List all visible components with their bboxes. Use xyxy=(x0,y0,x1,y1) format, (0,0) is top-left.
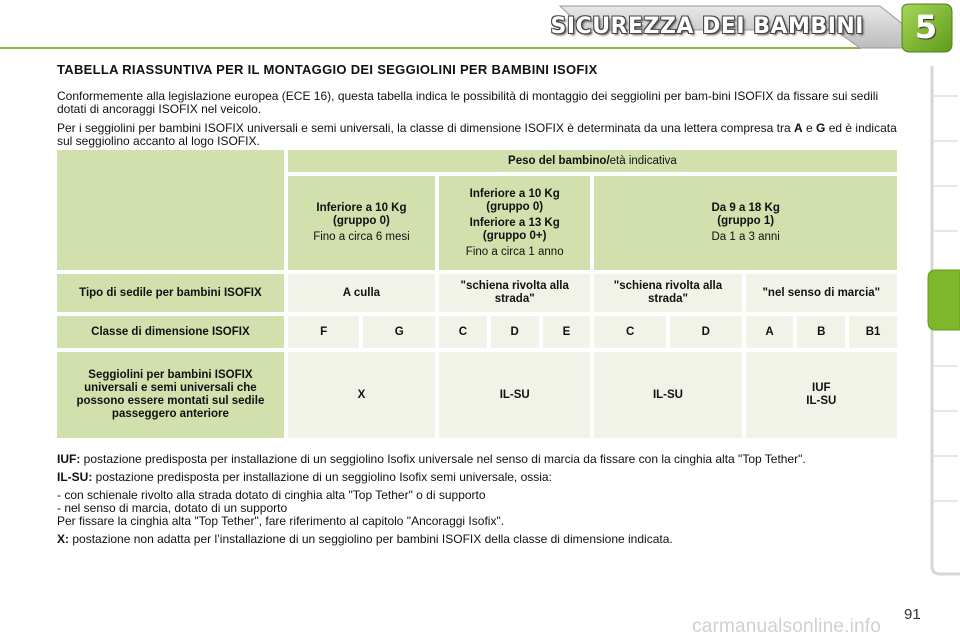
size-class-cell: B xyxy=(797,316,845,348)
size-class-cell: D xyxy=(670,316,742,348)
weight-header: Peso del bambino/età indicativa xyxy=(288,150,897,172)
note-iuf: IUF: postazione predisposta per installazione di un seggiolino Isofix universale nel senso di marcia da fissare con la cinghia alta "Top Tether". xyxy=(57,452,806,466)
seat-row-value: IL-SU xyxy=(594,352,741,438)
size-class-cell: A xyxy=(746,316,794,348)
seat-row-value: X xyxy=(288,352,435,438)
seat-type-label: Tipo di sedile per bambini ISOFIX xyxy=(57,274,284,312)
section-title: TABELLA RIASSUNTIVA PER IL MONTAGGIO DEI SEGGIOLINI PER BAMBINI ISOFIX xyxy=(57,62,598,77)
size-class-cell: E xyxy=(543,316,591,348)
size-class-cell: C xyxy=(594,316,666,348)
group-0-header: Inferiore a 10 Kg (gruppo 0) Fino a circa 6 mesi xyxy=(288,176,435,270)
intro-paragraph-2: Per i seggiolini per bambini ISOFIX universali e semi universali, la classe di dimensione ISOFIX è determinata da una lettera compresa tra A e G ed è indicata sul seggiolino accanto al logo ISOFIX. xyxy=(57,121,897,148)
intro-paragraph-1: Conformemente alla legislazione europea (ECE 16), questa tabella indica le possibilità di montaggio dei seggiolini per bam-bini ISOFIX da fissare sui sedili dotati di ancoraggi ISOFIX nel veicolo. xyxy=(57,89,879,116)
watermark: carmanualsonline.info xyxy=(692,616,882,637)
isofix-summary-table xyxy=(53,146,901,442)
note-dash-1: - con schienale rivolto alla strada dotato di cinghia alta "Top Tether" o di supporto xyxy=(57,488,486,502)
note-tether: Per fissare la cinghia alta "Top Tether", fare riferimento al capitolo "Ancoraggi Isofix". xyxy=(57,514,505,528)
note-dash-2: - nel senso di marcia, dotato di un supporto xyxy=(57,501,288,515)
chapter-title: SICUREZZA DEI BAMBINI xyxy=(550,14,864,39)
size-class-cell: G xyxy=(363,316,435,348)
chapter-number-badge: 5 xyxy=(914,8,938,46)
chapter-header xyxy=(0,0,960,56)
seat-type-cell: A culla xyxy=(288,274,435,312)
page-number: 91 xyxy=(904,606,921,623)
seat-type-cell: "schiena rivolta alla strada" xyxy=(594,274,741,312)
size-class-cell: F xyxy=(288,316,360,348)
size-class-label: Classe di dimensione ISOFIX xyxy=(57,316,284,348)
size-class-cell: B1 xyxy=(849,316,897,348)
seat-row-value: IL-SU xyxy=(439,352,590,438)
legend-notes xyxy=(57,453,905,551)
seat-row-value: IUF IL-SU xyxy=(746,352,897,438)
table-corner-cell xyxy=(57,150,284,270)
note-ilsu: IL-SU: postazione predisposta per installazione di un seggiolino Isofix semi universale, ossia: xyxy=(57,470,552,484)
active-chapter-tab[interactable] xyxy=(928,270,960,330)
seat-row-label: Seggiolini per bambini ISOFIX universali e semi universali che possono essere montati sul sedile passeggero anteriore xyxy=(57,352,284,438)
seat-type-cell: "nel senso di marcia" xyxy=(746,274,897,312)
size-class-cell: D xyxy=(491,316,539,348)
seat-type-cell: "schiena rivolta alla strada" xyxy=(439,274,590,312)
group-1-header: Da 9 a 18 Kg (gruppo 1) Da 1 a 3 anni xyxy=(594,176,897,270)
group-0plus-header: Inferiore a 10 Kg (gruppo 0) Inferiore a 13 Kg (gruppo 0+) Fino a circa 1 anno xyxy=(439,176,590,270)
intro-section xyxy=(57,62,905,154)
size-class-cell: C xyxy=(439,316,487,348)
note-x: X: postazione non adatta per l’installazione di un seggiolino per bambini ISOFIX della classe di dimensione indicata. xyxy=(57,532,673,546)
chapter-tab-strip xyxy=(924,66,960,576)
